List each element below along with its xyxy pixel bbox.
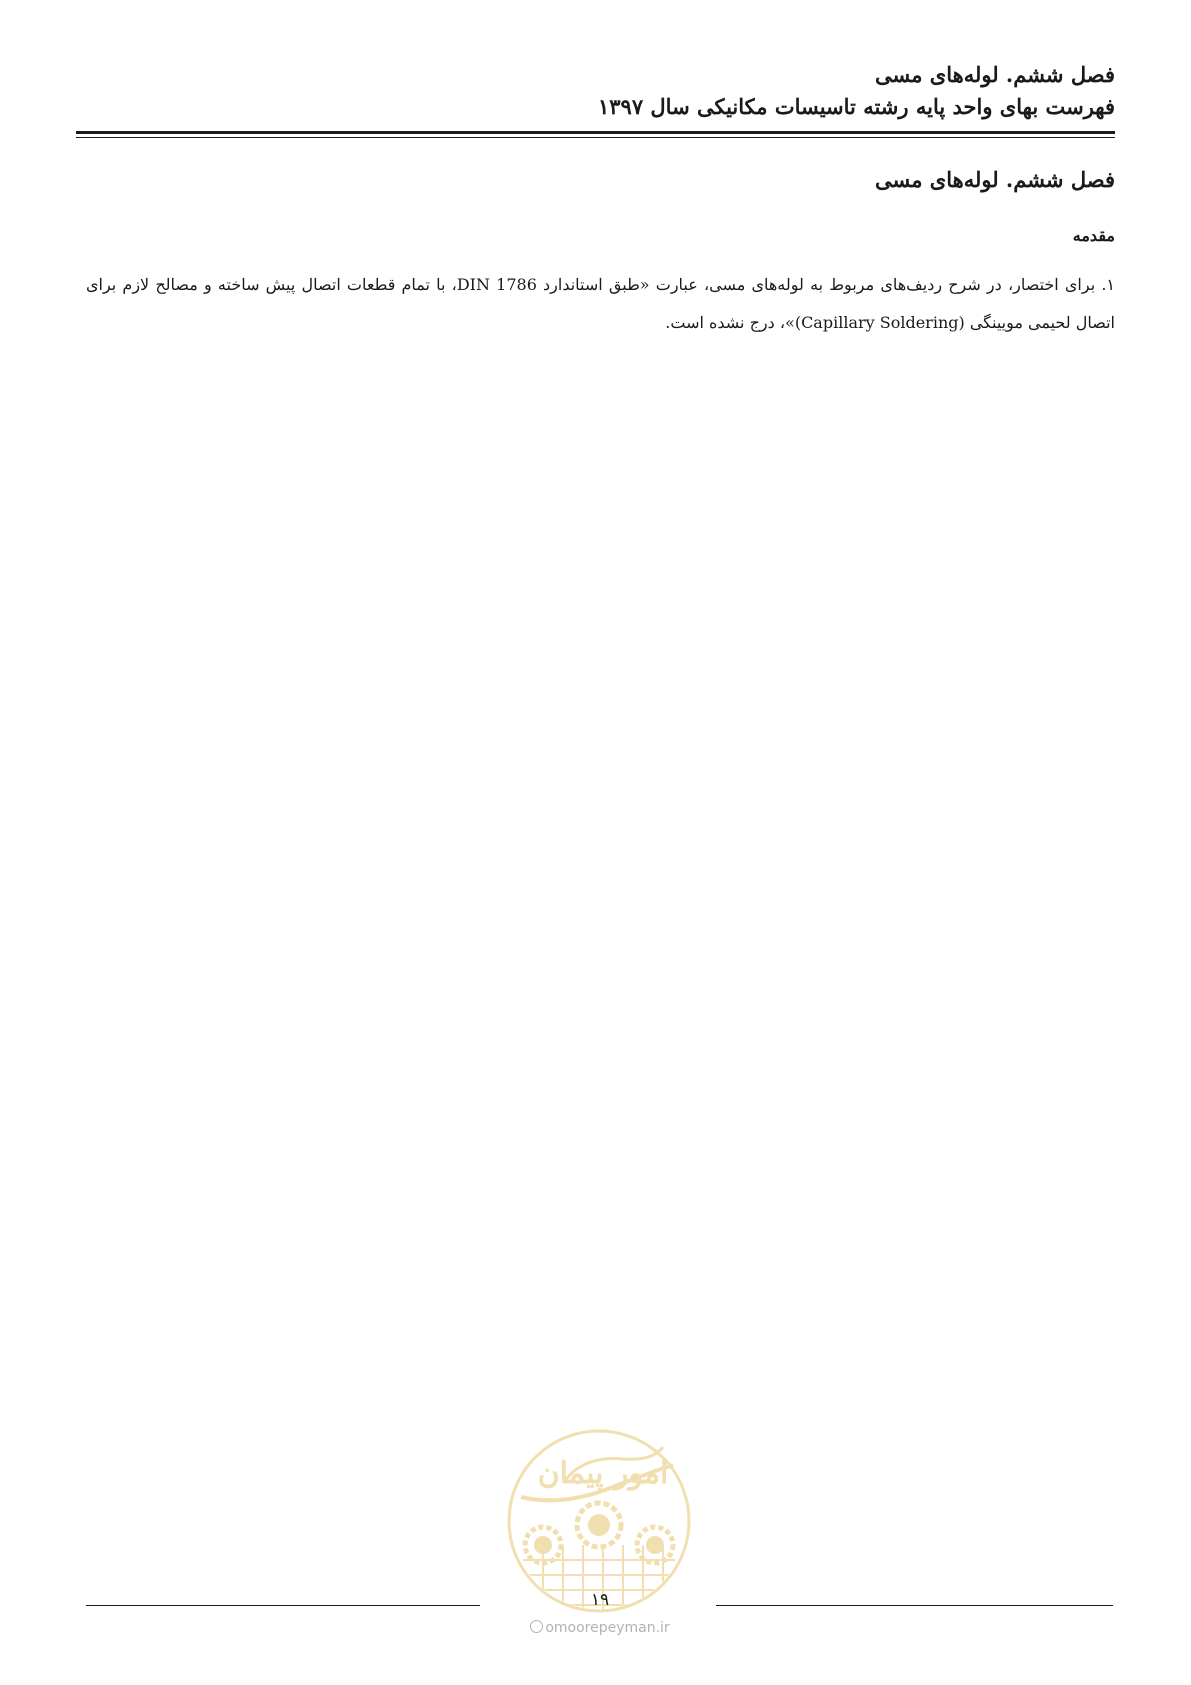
watermark-text: امور پیمان	[537, 1456, 669, 1491]
running-header-title: فهرست بهای واحد پایه رشته تاسیسات مکانیکی سال ۱۳۹۷	[597, 94, 1115, 119]
section-title: مقدمه	[1072, 226, 1115, 245]
chapter-title: فصل ششم. لوله‌های مسی	[874, 167, 1115, 192]
footer-rule-right	[716, 1605, 1113, 1606]
header-rule-thin	[76, 137, 1115, 138]
running-header-chapter: فصل ششم. لوله‌های مسی	[874, 62, 1115, 87]
globe-icon	[530, 1620, 543, 1633]
header-rule-thick	[76, 131, 1115, 134]
intro-paragraph: ۱. برای اختصار، در شرح ردیف‌های مربوط به لوله‌های مسی، عبارت «طبق استاندارد DIN 1786، با تمام قطعات اتصال پیش ساخته و مصالح لازم برای اتصال لحیمی مویینگی (Capillary Soldering)»، درج نشده است.	[86, 275, 1116, 332]
footer-rule-left	[86, 1605, 480, 1606]
site-credit[interactable]	[500, 1620, 700, 1636]
page-number: ۱۹	[590, 1590, 610, 1610]
site-credit-text: omoorepeyman.ir	[545, 1620, 670, 1636]
